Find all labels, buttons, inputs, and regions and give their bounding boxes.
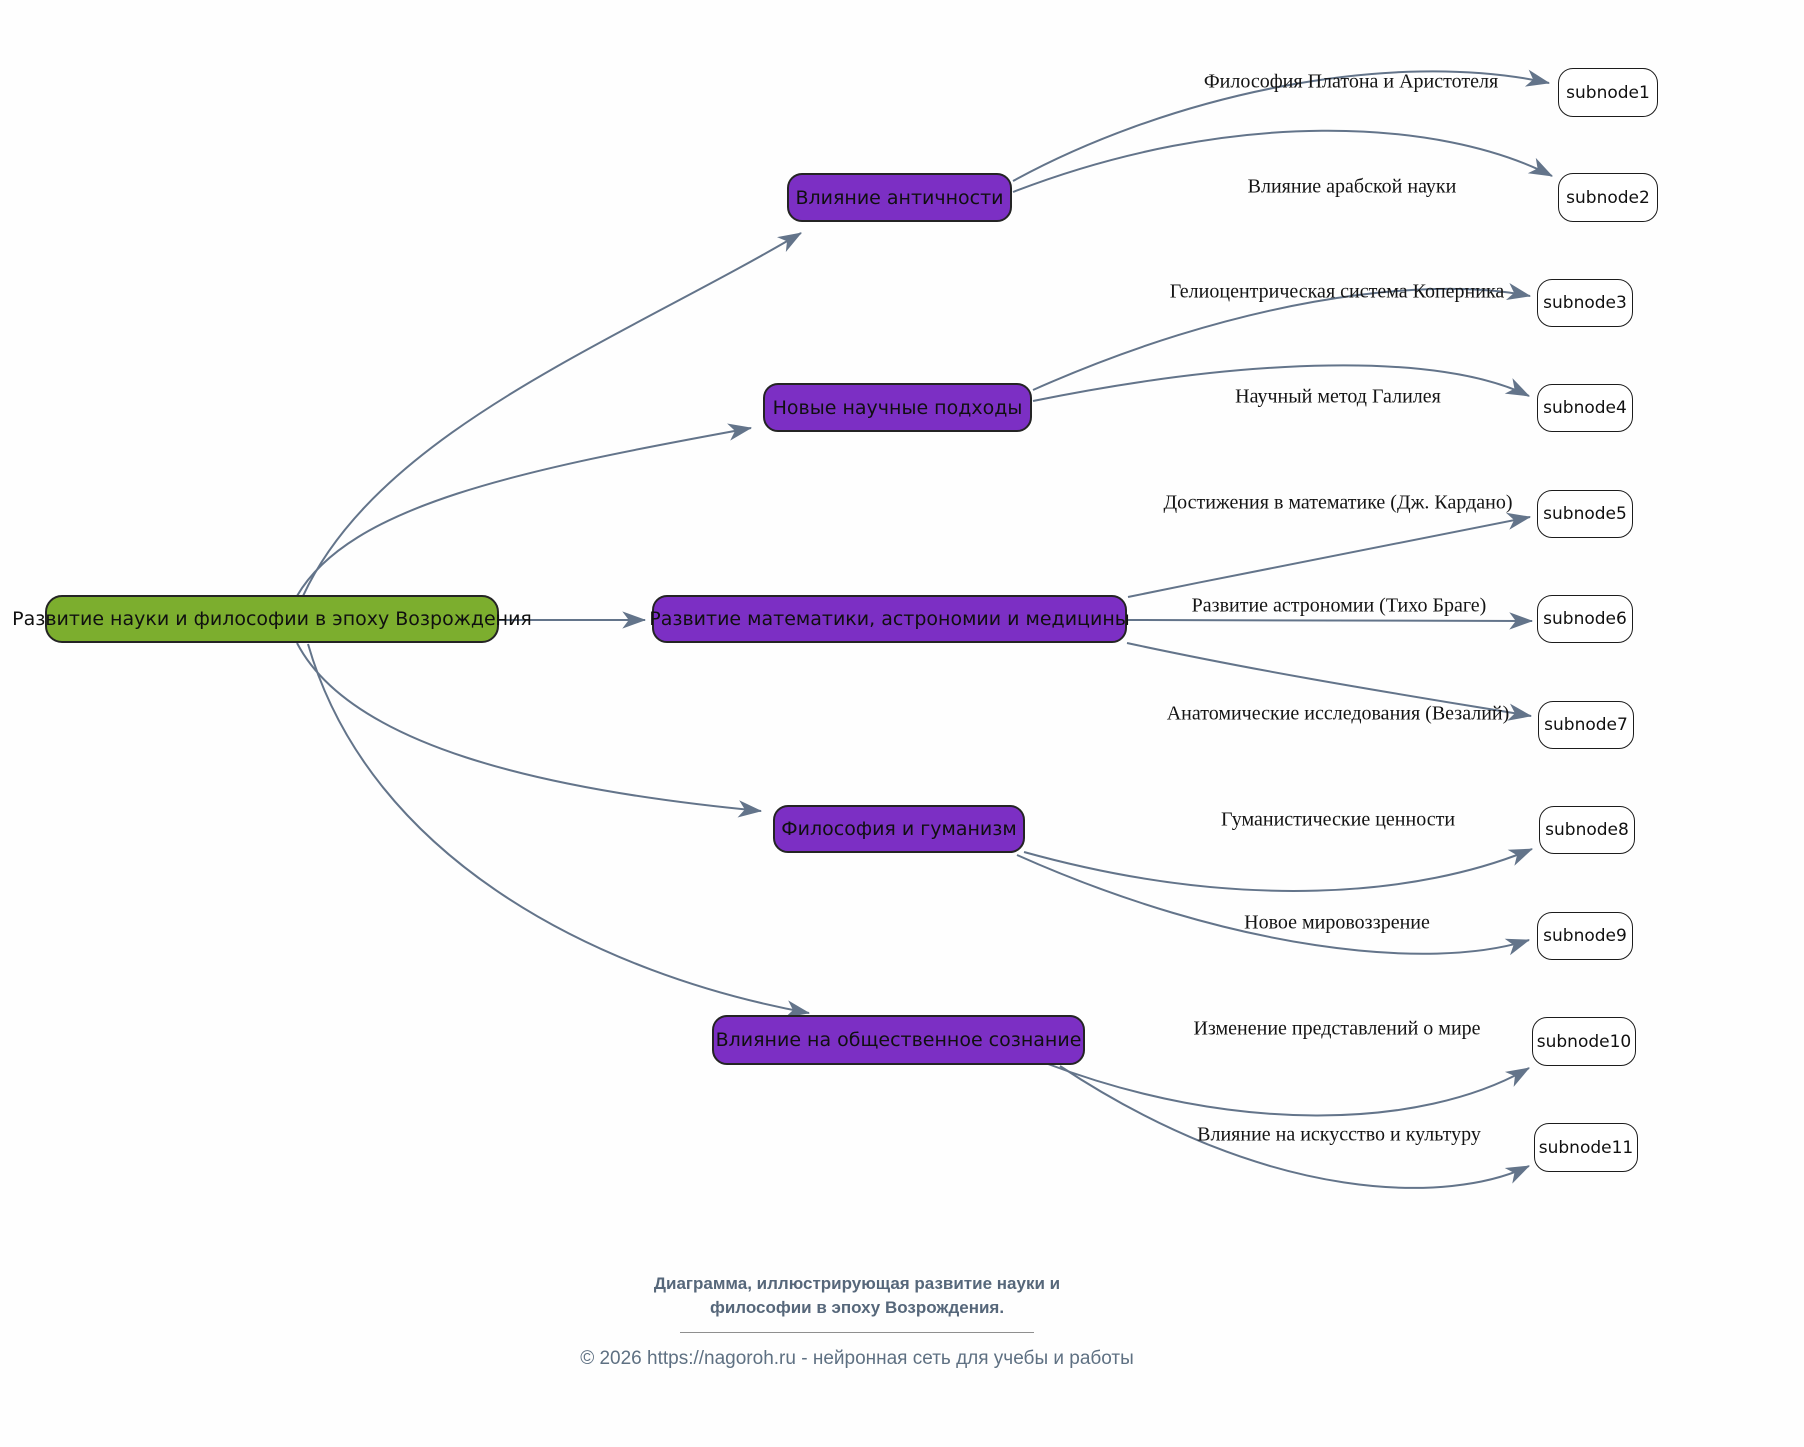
edge-branch5-subnode10: [1048, 1064, 1529, 1116]
branch-node-new-scientific-approaches: Новые научные подходы: [763, 383, 1032, 432]
edge-root-branch2: [297, 428, 751, 596]
edge-label: Философия Платона и Аристотеля: [1203, 70, 1499, 93]
edge-label: Гуманистические ценности: [1220, 808, 1456, 831]
footer-credit: © 2026 https://nagoroh.ru - нейронная сеть для учебы и работы: [580, 1348, 1134, 1369]
edge-label: Развитие астрономии (Тихо Браге): [1191, 594, 1487, 617]
edge-label: Изменение представлений о мире: [1193, 1017, 1481, 1040]
leaf-node-subnode9: subnode9: [1537, 912, 1633, 960]
caption-divider: [680, 1332, 1034, 1333]
edge-branch4-subnode8: [1024, 849, 1532, 891]
edge-label: Научный метод Галилея: [1235, 385, 1441, 408]
caption-title: [560, 1272, 1154, 1320]
branch-node-philosophy-humanism: Философия и гуманизм: [773, 805, 1025, 853]
leaf-node-subnode8: subnode8: [1539, 806, 1635, 854]
leaf-node-subnode10: subnode10: [1532, 1017, 1636, 1066]
edge-root-branch5: [308, 644, 809, 1013]
edge-label: Влияние на искусство и культуру: [1197, 1123, 1481, 1146]
edge-branch3-subnode6: [1128, 620, 1532, 621]
leaf-node-subnode2: subnode2: [1558, 173, 1658, 222]
leaf-node-subnode4: subnode4: [1537, 384, 1633, 432]
edge-root-branch4: [297, 643, 761, 811]
branch-node-math-astronomy-medicine: Развитие математики, астрономии и медицины: [652, 595, 1127, 643]
root-node: Развитие науки и философии в эпоху Возрождения: [45, 595, 499, 643]
edge-label: Достижения в математике (Дж. Кардано): [1163, 491, 1513, 514]
edge-root-branch1: [303, 233, 801, 596]
edge-label: Влияние арабской науки: [1247, 175, 1457, 198]
edge-label: Новое мировоззрение: [1244, 911, 1430, 934]
leaf-node-subnode7: subnode7: [1538, 701, 1634, 749]
branch-node-influence-public-consciousness: Влияние на общественное сознание: [712, 1015, 1085, 1065]
leaf-node-subnode1: subnode1: [1558, 68, 1658, 117]
leaf-node-subnode5: subnode5: [1537, 490, 1633, 538]
caption-line-1: Диаграмма, иллюстрирующая развитие науки и: [653, 1274, 1061, 1293]
leaf-node-subnode6: subnode6: [1537, 595, 1633, 643]
leaf-node-subnode3: subnode3: [1537, 279, 1633, 327]
caption-line-2: философии в эпоху Возрождения.: [709, 1297, 1005, 1317]
edge-branch2-subnode3: [1033, 289, 1530, 390]
edge-branch3-subnode5: [1128, 517, 1530, 597]
leaf-node-subnode11: subnode11: [1534, 1123, 1638, 1172]
edge-label: Гелиоцентрическая система Коперника: [1169, 280, 1505, 303]
edge-label: Анатомические исследования (Везалий): [1166, 702, 1510, 725]
branch-node-influence-antiquity: Влияние античности: [787, 173, 1012, 222]
